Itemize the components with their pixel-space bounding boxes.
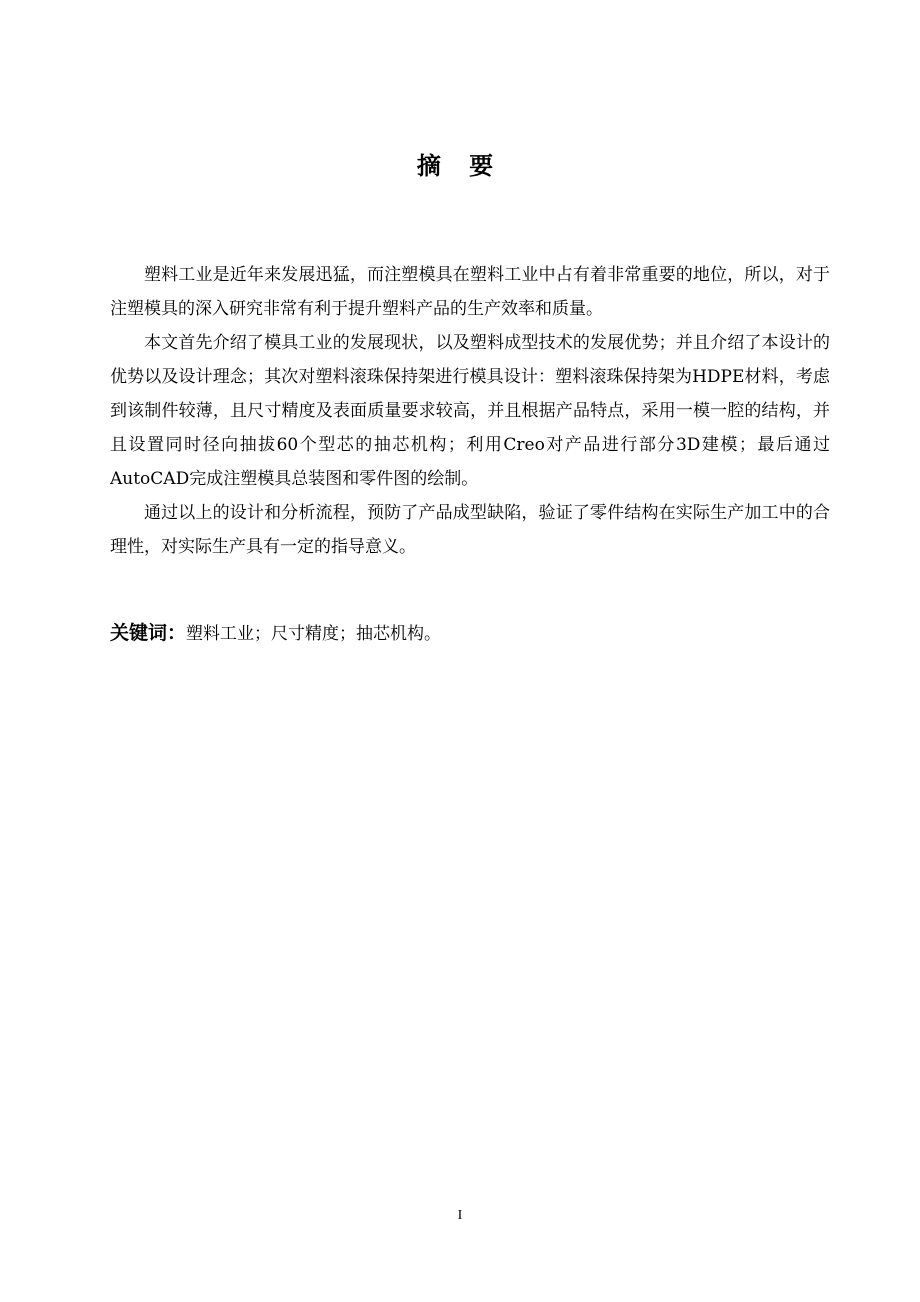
abstract-body: [110, 258, 830, 564]
abstract-paragraph-1: 塑料工业是近年来发展迅猛，而注塑模具在塑料工业中占有着非常重要的地位，所以，对于注塑模具的深入研究非常有利于提升塑料产品的生产效率和质量。: [110, 265, 830, 319]
keywords-line: [110, 618, 830, 649]
abstract-title: 摘 要: [416, 152, 504, 180]
keywords-label: 关键词：: [110, 622, 187, 644]
page-number: I: [457, 1208, 463, 1223]
abstract-paragraph-2: 本文首先介绍了模具工业的发展现状，以及塑料成型技术的发展优势；并且介绍了本设计的优势以及设计理念；其次对塑料滚珠保持架进行模具设计：塑料滚珠保持架为HDPE材料，考虑到该制件较薄，且尺寸精度及表面质量要求较高，并且根据产品特点，采用一模一腔的结构，并且设置同时径向抽拔60个型芯的抽芯机构；利用Creo对产品进行部分3D建模；最后通过AutoCAD完成注塑模具总装图和零件图的绘制。: [110, 333, 830, 489]
keywords-value: 塑料工业；尺寸精度；抽芯机构。: [186, 624, 442, 644]
abstract-paragraph-3: 通过以上的设计和分析流程，预防了产品成型缺陷，验证了零件结构在实际生产加工中的合理性，对实际生产具有一定的指导意义。: [110, 503, 830, 557]
